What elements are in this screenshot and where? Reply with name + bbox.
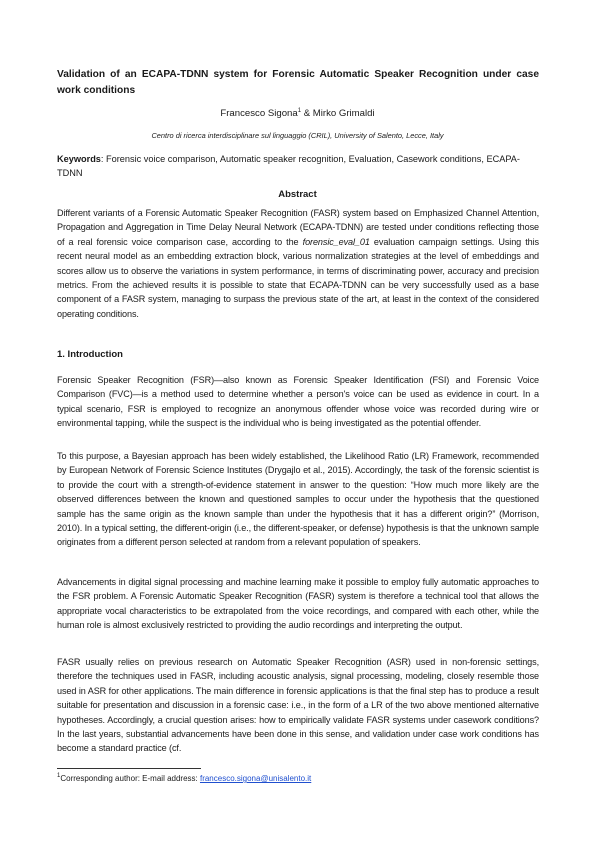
email-link[interactable]: francesco.sigona@unisalento.it xyxy=(199,774,312,783)
section-heading: 1. Introduction xyxy=(57,349,123,360)
author-name: Mirko Grimaldi xyxy=(312,108,375,119)
paper-title: Validation of an ECAPA-TDNN system for Forensic Automatic Speaker Recognition under case work conditions xyxy=(57,69,539,96)
abstract-paragraph xyxy=(57,206,539,321)
footnote-rule xyxy=(57,768,201,769)
keywords xyxy=(57,152,539,180)
footnote-number: 1 xyxy=(57,773,61,779)
author-line xyxy=(0,108,595,119)
author-separator: & xyxy=(301,108,313,119)
keywords-text: : Forensic voice comparison, Automatic speaker recognition, Evaluation, Casework conditions, ECAPA-TDNN xyxy=(57,154,520,178)
keywords-label: Keywords xyxy=(57,154,101,164)
footnote-label: Corresponding author: E-mail address: xyxy=(60,774,200,783)
abstract-text: evaluation campaign settings. Using this recent neural model as an embedding extraction block, various normalization strategies at the level of embeddings and scores allow us to observe the variations in system performance, in terms of discriminating power, accuracy and precision metrics. From the achieved results it is possible to state that ECAPA-TDNN can be very successfully used as a base component of a FASR system, managing to surpass the previous state of the art, at least in the context of the considered operating conditions. xyxy=(57,236,539,319)
abstract-text: Different variants of a Forensic Automatic Speaker Recognition (FASR) system based on Emphasized Channel Attention, Propagation and Aggregation in Time Delay Neural Network (ECAPA-TDNN) are tested under conditions reflecting those of a real forensic voice comparison case, according to the xyxy=(57,208,539,247)
affiliation: Centro di ricerca interdisciplinare sul linguaggio (CRIL), University of Salento, Lecce, Italy xyxy=(151,131,444,140)
abstract-heading: Abstract xyxy=(278,189,317,200)
footnote-marker[interactable]: 1 xyxy=(297,108,302,114)
intro-paragraph-1: Forensic Speaker Recognition (FSR)—also known as Forensic Speaker Identification (FSI) and Forensic Voice Comparison (FVC)—is a method used to determine whether a person's voice can be used as evidence in court. In a typical scenario, FSR is employed to recognize an anonymous offender whose voice was recorded during wire or environmental tapping, while the suspect is the individual who is being investigated as the potential offender. xyxy=(57,375,539,429)
intro-paragraph-3: Advancements in digital signal processing and machine learning make it possible to employ fully automatic approaches to the FSR problem. A Forensic Automatic Speaker Recognition (FASR) system is therefore a technical tool that allows the appropriate vocal characteristics to be extrapolated from the voice recordings, and compared with each other, while the human role is almost exclusively restricted to providing the audio recordings and interpreting the output. xyxy=(57,577,539,631)
abstract-emphasis: forensic_eval_01 xyxy=(302,236,370,247)
intro-paragraph-4: FASR usually relies on previous research on Automatic Speaker Recognition (ASR) used in non-forensic settings, therefore the techniques used in FASR, including acoustic analysis, signal processing, modeling, closely resemble those used in ASR for other applications. The main difference in forensic applications is that the final step has to produce a result suitable for presentation and discussion in a forensic case: i.e., in the form of a LR of the two above mentioned alternative hypotheses. Accordingly, a crucial question arises: how to empirically validate FASR systems under casework conditions? In the last years, substantial advancements have been done in this sense, and validation under case work conditions has become a standard practice (cf. xyxy=(57,657,539,754)
author-name: Francesco Sigona xyxy=(220,108,298,119)
footnote xyxy=(57,773,311,783)
intro-paragraph-2: To this purpose, a Bayesian approach has been widely established, the Likelihood Ratio (LR) Framework, recommended by European Network of Forensic Science Institutes (Drygajlo et al., 2015). Accordingly, the task of the forensic scientist is to provide the court with a strength-of-evidence statement in answer to the question: “How much more likely are the observed differences between the known and questioned samples to occur under the hypothesis that the questioned sample has the same origin as the known sample than under the hypothesis that it has a different origin?” (Morrison, 2010). In a typical setting, the different-origin (i.e., the different-speaker, or defense) hypothesis is that the unknown sample originates from a different person selected at random from a relevant population of speakers. xyxy=(57,451,539,548)
